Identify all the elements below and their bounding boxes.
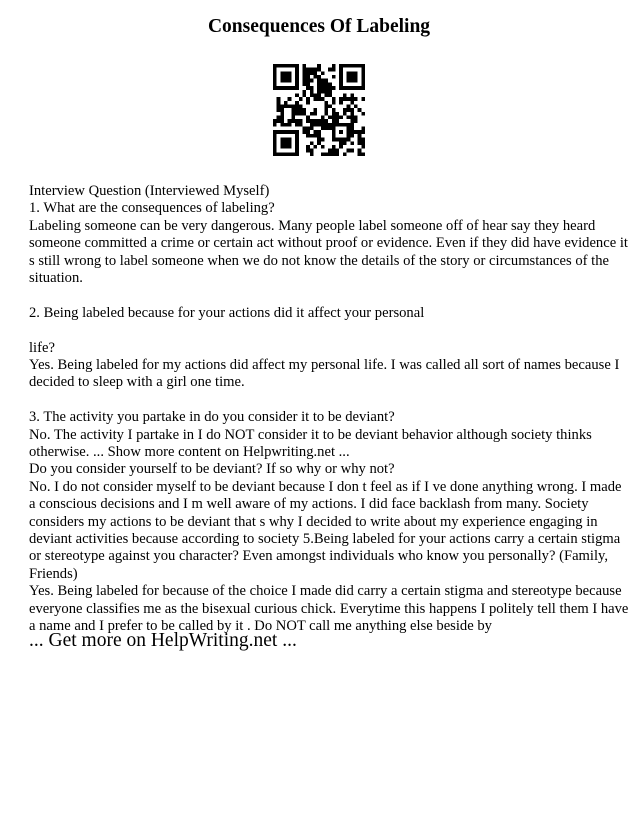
text-line: otherwise. ... Show more content on Helpwriting.net ... xyxy=(29,444,350,461)
text-line: everyone classifies me as the bisexual curious chick. Everytime this happens I politely tell them I have xyxy=(29,600,629,617)
text-line: situation. xyxy=(29,270,83,287)
text-line: considers my actions to be deviant that s why I decided to write about my experience engaging in xyxy=(29,513,598,530)
text-line: decided to sleep with a girl one time. xyxy=(29,374,245,391)
paragraph-gap xyxy=(29,392,613,409)
text-line: a name and I prefer to be called by it . Do NOT call me anything else beside by xyxy=(29,618,492,635)
get-more-link[interactable]: ... Get more on HelpWriting.net ... xyxy=(29,630,297,651)
document-body xyxy=(29,183,629,636)
text-line: s still wrong to label someone when we do not know the details of the story or circumstances of the xyxy=(29,252,609,269)
text-line: 1. What are the consequences of labeling? xyxy=(29,200,275,217)
text-line: Do you consider yourself to be deviant? If so why or why not? xyxy=(29,461,395,478)
text-line: or stereotype against you character? Even amongst individuals who know you personally? (Family, xyxy=(29,548,609,565)
paragraph-gap xyxy=(29,287,613,304)
text-line: someone committed a crime or certain act without proof or evidence. Even if they did have evidence it xyxy=(29,235,628,252)
text-line: No. The activity I partake in I do NOT consider it to be deviant behavior although society thinks xyxy=(29,426,592,443)
text-line: 3. The activity you partake in do you consider it to be deviant? xyxy=(29,409,395,426)
paragraph-gap xyxy=(29,322,613,339)
text-line: deviant activities because according to society 5.Being labeled for your actions carry a certain stigma xyxy=(29,531,621,548)
text-line: Friends) xyxy=(29,565,78,582)
qr-code-icon xyxy=(273,64,365,156)
text-line: Yes. Being labeled for because of the choice I made did carry a certain stigma and stereotype because xyxy=(29,583,622,600)
text-line: Labeling someone can be very dangerous. Many people label someone off of hear say they heard xyxy=(29,217,596,234)
text-line: a conscious decisions and I m well aware of my actions. I did face backlash from many. Society xyxy=(29,496,589,513)
text-line: Yes. Being labeled for my actions did affect my personal life. I was called all sort of names because I xyxy=(29,357,620,374)
text-line: No. I do not consider myself to be deviant because I don t feel as if I ve done anything wrong. I made xyxy=(29,478,622,495)
document-title: Consequences Of Labeling xyxy=(207,16,431,37)
text-line: Interview Question (Interviewed Myself) xyxy=(29,183,270,199)
text-line: life? xyxy=(29,339,55,356)
text-line: 2. Being labeled because for your actions did it affect your personal xyxy=(29,304,425,321)
